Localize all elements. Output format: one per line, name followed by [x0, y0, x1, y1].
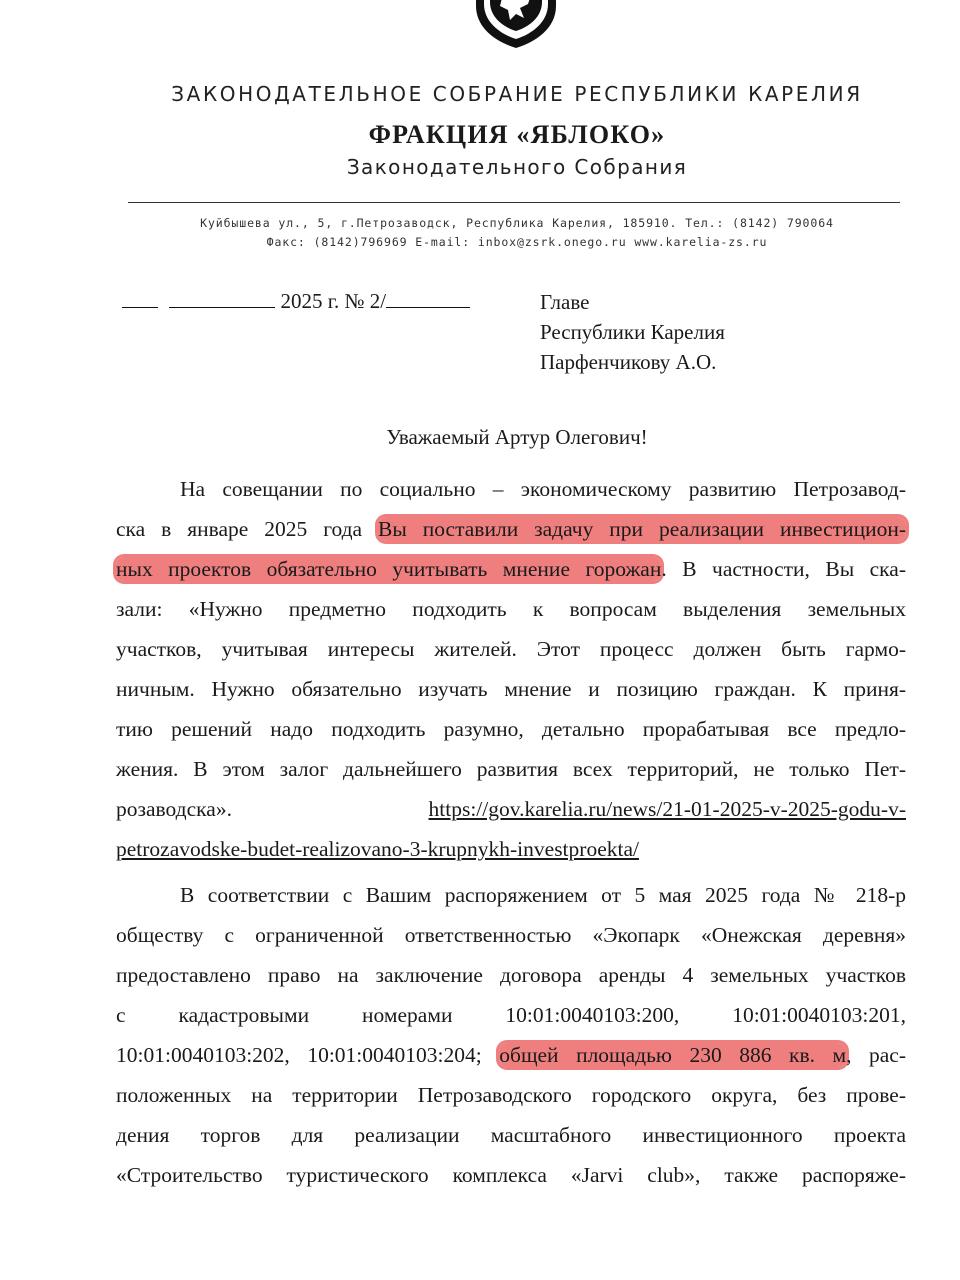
body-line: жения. В этом залог дальнейшего развития всех территорий, не только Пет-: [116, 757, 906, 781]
date-day-blank: [122, 287, 158, 308]
contact-fax-email-line: Факс: (8142)796969 E-mail: inbox@zsrk.onego.ru www.karelia-zs.ru: [266, 235, 768, 249]
header-divider: [128, 202, 900, 203]
body-line: В соответствии с Вашим распоряжением от 5 мая 2025 года № 218-р: [180, 883, 906, 907]
body-line: зали: «Нужно предметно подходить к вопросам выделения земельных: [116, 597, 906, 621]
body-line: обществу с ограниченной ответственностью «Экопарк «Онежская деревня»: [116, 923, 906, 947]
body-line: «Строительство туристического комплекса «Jarvi club», также распоряже-: [116, 1163, 906, 1187]
highlighted-text: ных проектов обязательно учитывать мнение горожан: [116, 557, 662, 581]
contact-address-line: Куйбышева ул., 5, г.Петрозаводск, Республика Карелия, 185910. Тел.: (8142) 790064: [200, 216, 834, 230]
highlighted-text: Вы поставили задачу при реализации инвестицион-: [378, 517, 906, 541]
body-line: участков, учитывая интересы жителей. Этот процесс должен быть гармо-: [116, 637, 906, 661]
document-number-blank: [386, 287, 470, 308]
body-line: предоставлено право на заключение договора аренды 4 земельных участков: [116, 963, 906, 987]
organization-title: ЗАКОНОДАТЕЛЬНОЕ СОБРАНИЕ РЕСПУБЛИКИ КАРЕЛИЯ: [171, 82, 863, 106]
body-line: На совещании по социально – экономическому развитию Петрозавод-: [180, 477, 906, 501]
date-month-blank: [169, 287, 275, 308]
body-line: [116, 834, 906, 874]
news-link[interactable]: https://gov.karelia.ru/news/21-01-2025-v-2025-godu-v-: [428, 797, 906, 821]
body-line: ничным. Нужно обязательно изучать мнение и позицию граждан. К приня-: [116, 677, 906, 701]
body-line: дения торгов для реализации масштабного инвестиционного проекта: [116, 1123, 906, 1147]
body-text: розаводска».: [116, 797, 232, 821]
body-text: . В частности, Вы ска-: [661, 557, 906, 581]
faction-title: ФРАКЦИЯ «ЯБЛОКО»: [368, 120, 666, 149]
body-line: положенных на территории Петрозаводского городского округа, без прове-: [116, 1083, 906, 1107]
addressee-line: Главе: [540, 290, 590, 314]
news-link-continued[interactable]: petrozavodske-budet-realizovano-3-krupnykh-investproekta/: [116, 837, 639, 861]
body-line: с кадастровыми номерами 10:01:0040103:200, 10:01:0040103:201,: [116, 1003, 906, 1027]
addressee-block: [540, 287, 725, 377]
body-line: [116, 1040, 906, 1080]
body-text: ска в январе 2025 года: [116, 517, 363, 541]
body-line: [116, 794, 906, 834]
body-line: [116, 514, 906, 554]
body-text: 10:01:0040103:202, 10:01:0040103:204;: [116, 1043, 482, 1067]
document-dateline: [122, 287, 470, 314]
addressee-line: Республики Карелия: [540, 320, 725, 344]
highlighted-text: общей площадью 230 886 кв. м: [499, 1043, 847, 1067]
body-line: [116, 554, 906, 594]
karelia-emblem-icon: [470, 0, 562, 48]
salutation: Уважаемый Артур Олегович!: [386, 425, 648, 449]
faction-subtitle: Законодательного Собрания: [346, 155, 688, 179]
body-line: тию решений надо подходить разумно, детально прорабатывая все предло-: [116, 717, 906, 741]
date-year-number: 2025 г. № 2/: [280, 289, 387, 313]
addressee-line: Парфенчикову А.О.: [540, 350, 717, 374]
body-text: , рас-: [846, 1043, 906, 1067]
